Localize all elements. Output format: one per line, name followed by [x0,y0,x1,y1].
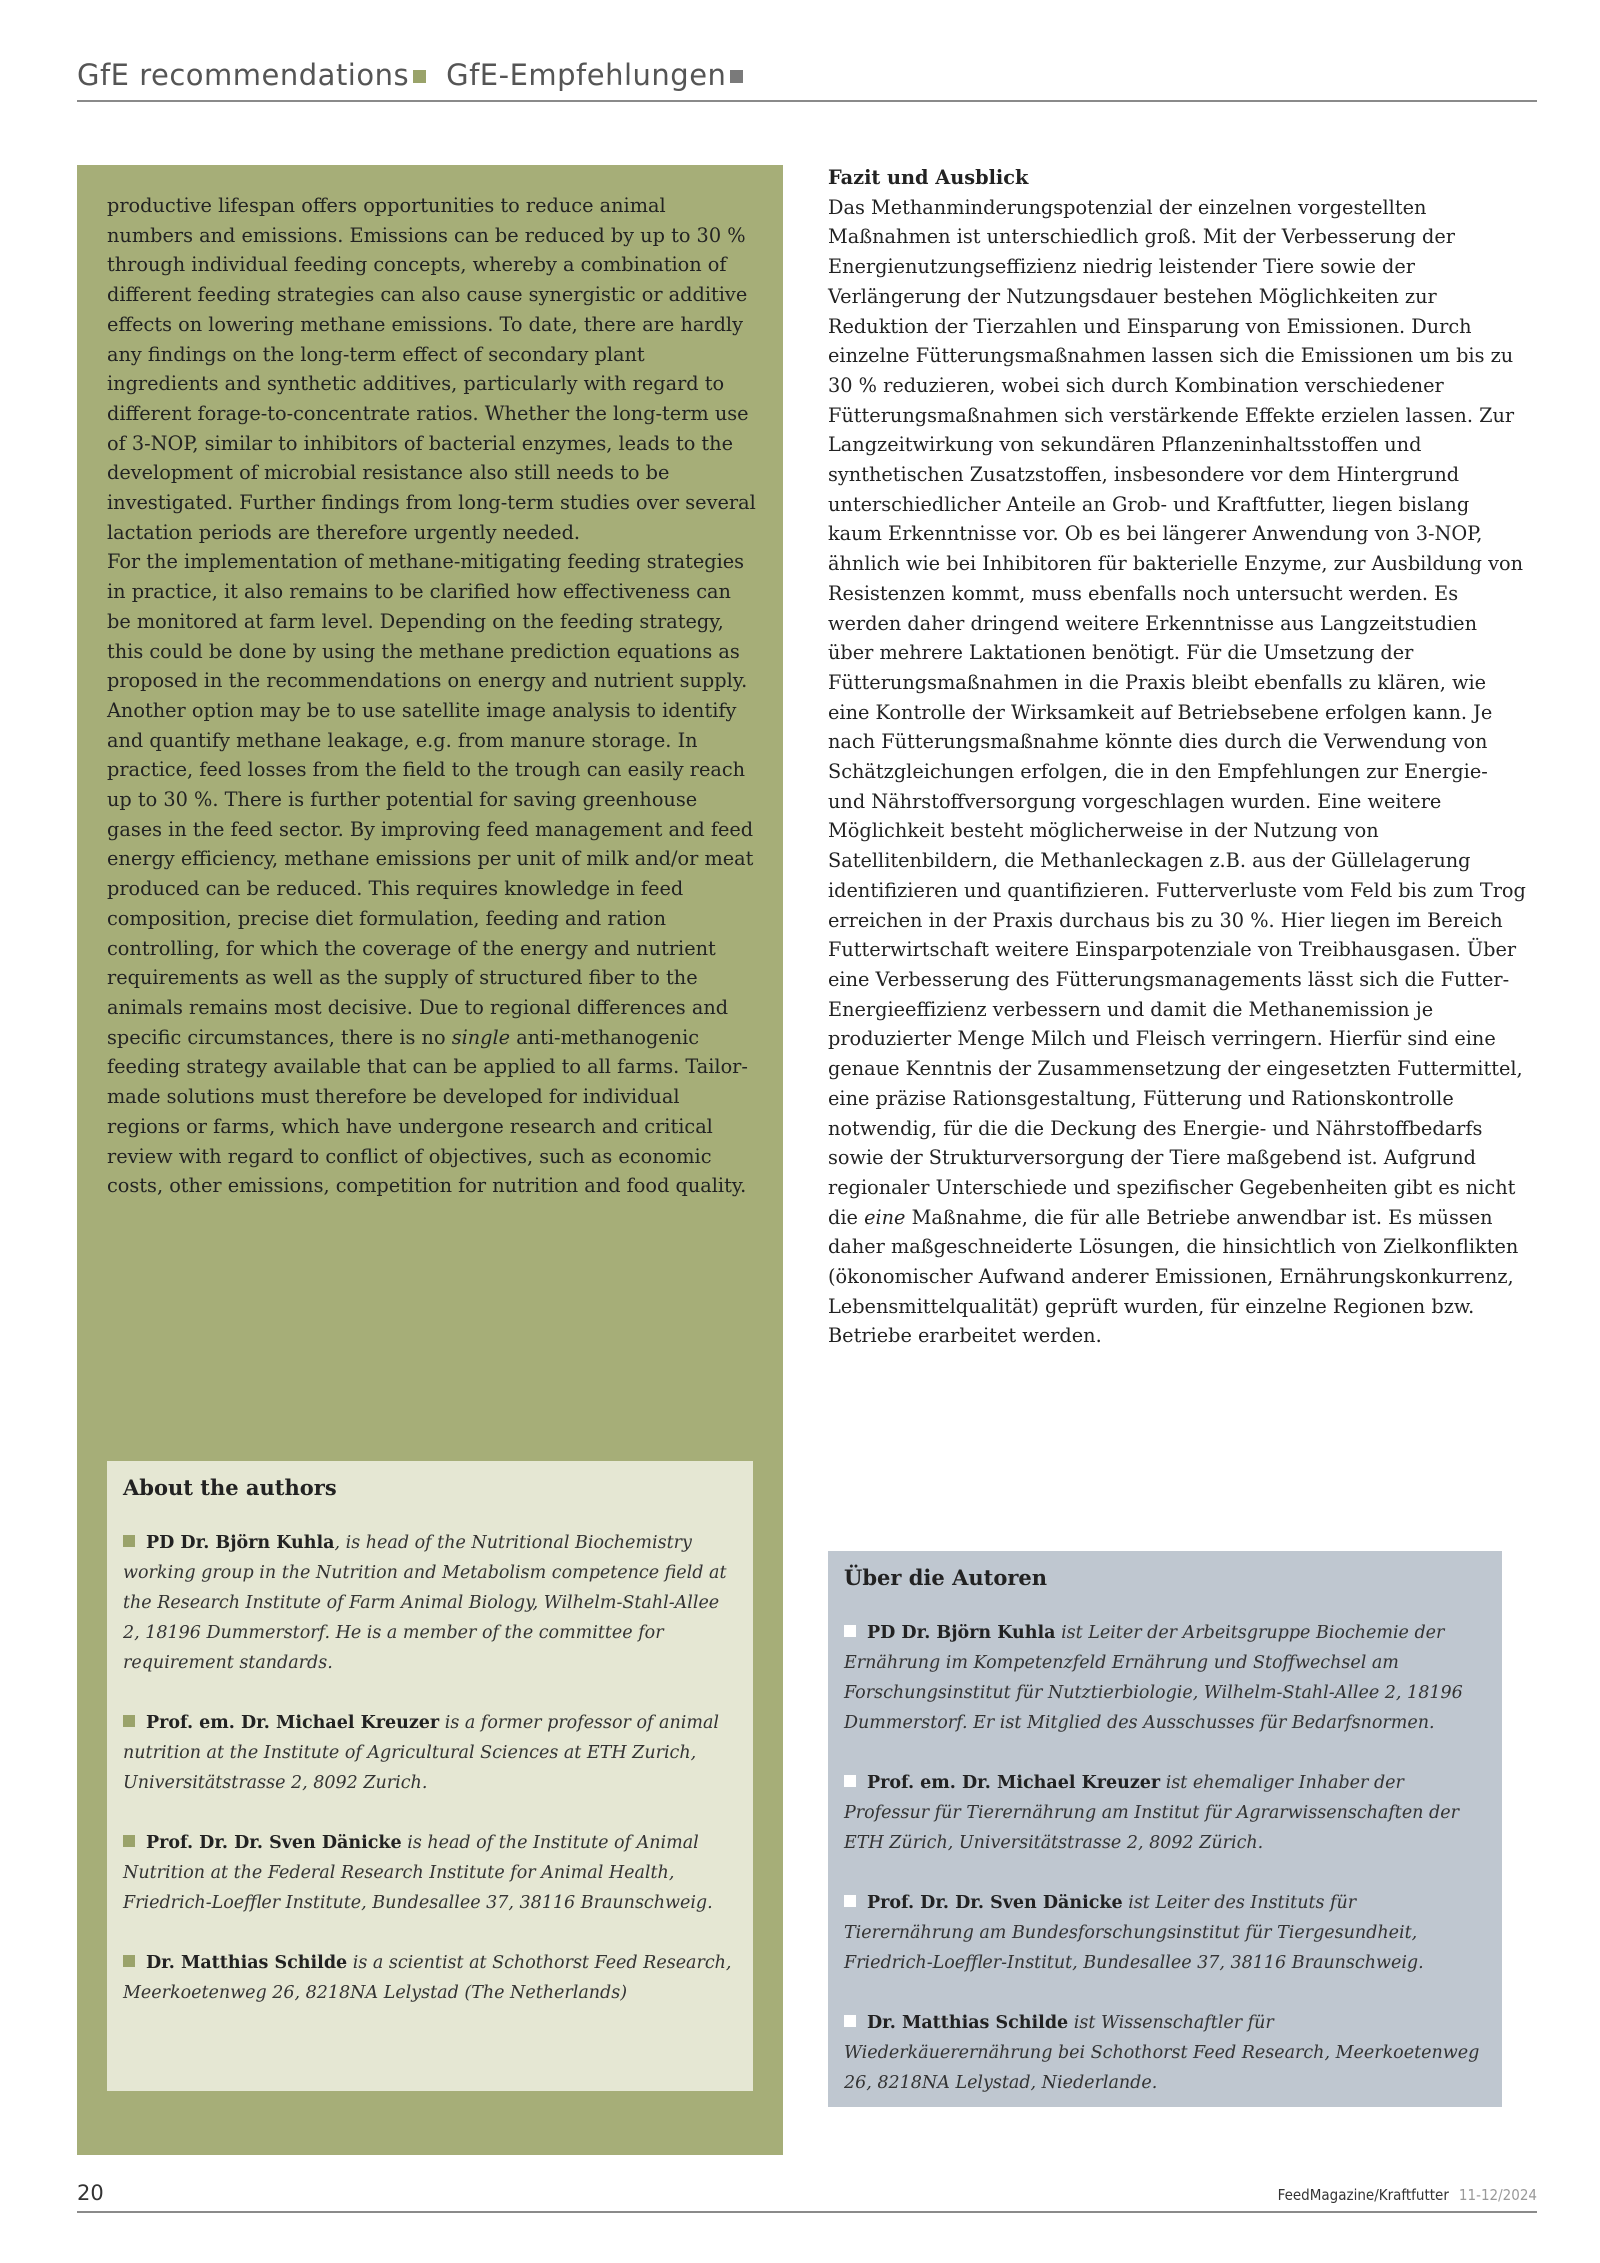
author-entry [844,1888,1486,1978]
about-authors-box-english [107,1461,753,2091]
author-entry [123,1828,737,1918]
author-name: Prof. Dr. Dr. Sven Dänicke [867,1893,1123,1913]
author-name: PD Dr. Björn Kuhla [146,1533,335,1553]
author-entry [123,1528,737,1678]
author-name: Dr. Matthias Schilde [146,1953,348,1973]
german-text-run: Das Methanminderungspotenzial der einzelnen vorgestellten Maßnahmen ist unterschiedlich groß. Mit der Verbesserung der Energienutzungseffizienz niedrig leistender Tiere sowie der Verlängerung der Nutzungsdauer bestehen Möglichkeiten zur Reduktion der Tierzahlen und Einsparung von Emissionen. Durch einzelne Fütterungsmaßnahmen lassen sich die Emissionen um bis zu 30 % reduzieren, wobei sich durch Kombination verschiedener Fütterungsmaßnahmen sich verstärkende Effekte erzielen lassen. Zur Langzeitwirkung von sekundären Pflanzeninhaltsstoffen und synthetischen Zusatzstoffen, insbesondere vor dem Hintergrund unterschiedlicher Anteile an Grob- und Kraftfutter, liegen bislang kaum Erkenntnisse vor. Ob es bei längerer Anwendung von 3-NOP, ähnlich wie bei Inhibitoren für bakterielle Enzyme, zur Ausbildung von Resistenzen kommt, muss ebenfalls noch untersucht werden. Es werden daher dringend weitere Erkenntnisse aus Langzeitstudien über mehrere Laktationen benötigt. Für die Umsetzung der Fütterungsmaßnahmen in die Praxis bleibt ebenfalls zu klären, wie eine Kontrolle der Wirksamkeit auf Betriebsebene erfolgen kann. Je nach Fütterungsmaßnahme könnte dies durch die Verwendung von Schätzgleichungen erfolgen, die in den Empfehlungen zur Energie- und Nährstoffversorgung vorgeschlagen wurden. Eine weitere Möglichkeit besteht möglicherweise in der Nutzung von Satellitenbildern, die Methanleckagen z.B. aus der Güllelagerung identifizieren und quantifizieren. Futterverluste vom Feld bis zum Trog erreichen in der Praxis durchaus bis zu 30 %. Hier liegen im Bereich Futterwirtschaft weitere Einsparpotenziale von Treibhausgasen. Über eine Verbesserung des Fütterungsmanagements lässt sich die Futter-Energieeffizienz verbessern und damit die Methanemission je produzierter Menge Milch und Fleisch verringern. Hierfür sind eine genaue Kenntnis der Zusammensetzung der eingesetzten Futtermittel, eine präzise Rationsgestaltung, Fütterung und Rationskontrolle notwendig, für die die Deckung des Energie- und Nährstoffbedarfs sowie der Strukturversorgung der Tiere maßgebend ist. Aufgrund regionaler Unterschiede und spezifischer Gegebenheiten gibt es nicht die [828,195,1526,1229]
header-square-icon [730,70,743,83]
english-body-text [107,191,757,1201]
header-title-german: GfE-Empfehlungen [446,58,727,92]
footer-rule [77,2211,1537,2213]
square-bullet-icon [123,1535,135,1547]
header-square-icon [413,70,426,83]
author-name: Dr. Matthias Schilde [867,2013,1069,2033]
author-name: Prof. em. Dr. Michael Kreuzer [146,1713,440,1733]
square-bullet-icon [844,2015,856,2027]
author-bio: ist Leiter des Instituts für Tierernährung am Bundesforschungsinstitut für Tiergesundheit, Friedrich-Loeffler-Institut, Bundesallee 37, 38116 Braunschweig. [844,1893,1424,1973]
german-italic-word: eine [864,1205,906,1229]
author-entry [123,1948,737,2008]
square-bullet-icon [123,1835,135,1847]
publication-name: FeedMagazine/Kraftfutter [1277,2186,1449,2204]
english-paragraph-1: productive lifespan offers opportunities to reduce animal numbers and emissions. Emissions can be reduced by up to 30 % through individual feeding concepts, whereby a combination of different feeding strategies can also cause synergistic or additive effects on lowering methane emissions. To date, there are hardly any findings on the long-term effect of secondary plant ingredients and synthetic additives, particularly with regard to different forage-to-concentrate ratios. Whether the long-term use of 3-NOP, similar to inhibitors of bacterial enzymes, leads to the development of microbial resistance also still needs to be investigated. Further findings from long-term studies over several lactation periods are therefore urgently needed. [107,194,756,544]
about-authors-box-german [828,1551,1502,2107]
author-bio: is a former professor of animal nutrition at the Institute of Agricultural Sciences at ETH Zurich, Universitätstrasse 2, 8092 Zurich. [123,1713,719,1793]
running-header [77,58,1537,102]
author-name: PD Dr. Björn Kuhla [867,1623,1056,1643]
english-paragraph-2 [107,547,757,1200]
german-text-run: Maßnahme, die für alle Betriebe anwendbar ist. Es müssen daher maßgeschneiderte Lösungen, die hinsichtlich von Zielkonflikten (ökonomischer Aufwand anderer Emissionen, Ernährungskonkurrenz, Lebensmittelqualität) geprüft wurden, für einzelne Regionen bzw. Betriebe erarbeitet werden. [828,1205,1519,1348]
square-bullet-icon [123,1715,135,1727]
german-column [828,163,1528,1351]
about-authors-title: Über die Autoren [844,1565,1048,1590]
author-entry [844,2008,1486,2098]
page-number: 20 [77,2181,104,2205]
square-bullet-icon [844,1625,856,1637]
author-name: Prof. Dr. Dr. Sven Dänicke [146,1833,402,1853]
author-bio: ist Leiter der Arbeitsgruppe Biochemie der Ernährung im Kompetenzfeld Ernährung und Stoffwechsel am Forschungsinstitut für Nutztierbiologie, Wilhelm-Stahl-Allee 2, 18196 Dummerstorf. Er ist Mitglied des Ausschusses für Bedarfsnormen. [844,1623,1463,1733]
author-entry [123,1708,737,1798]
square-bullet-icon [844,1775,856,1787]
author-bio: is a scientist at Schothorst Feed Research, Meerkoetenweg 26, 8218NA Lelystad (The Netherlands) [123,1953,732,2003]
author-bio: is head of the Institute of Animal Nutrition at the Federal Research Institute for Animal Health, Friedrich-Loeffler Institute, Bundesallee 37, 38116 Braunschweig. [123,1833,713,1913]
author-bio: , is head of the Nutritional Biochemistry working group in the Nutrition and Metabolism competence field at the Research Institute of Farm Animal Biology, Wilhelm-Stahl-Allee 2, 18196 Dummerstorf. He is a member of the committee for requirement standards. [123,1533,727,1673]
german-paragraph [828,193,1528,1351]
about-authors-title: About the authors [123,1475,337,1500]
author-entry [844,1618,1486,1738]
english-text-run: For the implementation of methane-mitigating feeding strategies in practice, it also remains to be clarified how effectiveness can be monitored at farm level. Depending on the feeding strategy, this could be done by using the methane prediction equations as proposed in the recommendations on energy and nutrient supply. Another option may be to use satellite image analysis to identify and quantify methane leakage, e.g. from manure storage. In practice, feed losses from the field to the trough can easily reach up to 30 %. There is further potential for saving greenhouse gases in the feed sector. By improving feed management and feed energy efficiency, methane emissions per unit of milk and/or meat produced can be reduced. This requires knowledge in feed composition, precise diet formulation, feeding and ration controlling, for which the coverage of the energy and nutrient requirements as well as the supply of structured fiber to the animals remains most decisive. Due to regional differences and specific circumstances, there is no [107,550,754,1049]
header-title-english: GfE recommendations [77,58,410,92]
author-entry [844,1768,1486,1858]
author-name: Prof. em. Dr. Michael Kreuzer [867,1773,1161,1793]
english-text-run: anti-methanogenic feeding strategy available that can be applied to all farms. Tailor-made solutions must therefore be developed for individual regions or farms, which have undergone research and critical review with regard to conflict of objectives, such as economic costs, other emissions, competition for nutrition and food quality. [107,1025,748,1198]
footer-publication [1278,2186,1537,2204]
author-bio: ist Wissenschaftler für Wiederkäuerernährung bei Schothorst Feed Research, Meerkoetenweg 26, 8218NA Lelystad, Niederlande. [844,2013,1480,2093]
square-bullet-icon [844,1895,856,1907]
author-bio: ist ehemaliger Inhaber der Professur für Tierernährung am Institut für Agrarwissenschaften der ETH Zürich, Universitätstrasse 2, 8092 Zürich. [844,1773,1459,1853]
issue-date: 11-12/2024 [1458,2186,1537,2204]
square-bullet-icon [123,1955,135,1967]
german-heading: Fazit und Ausblick [828,166,1029,189]
english-italic-word: single [451,1025,511,1049]
